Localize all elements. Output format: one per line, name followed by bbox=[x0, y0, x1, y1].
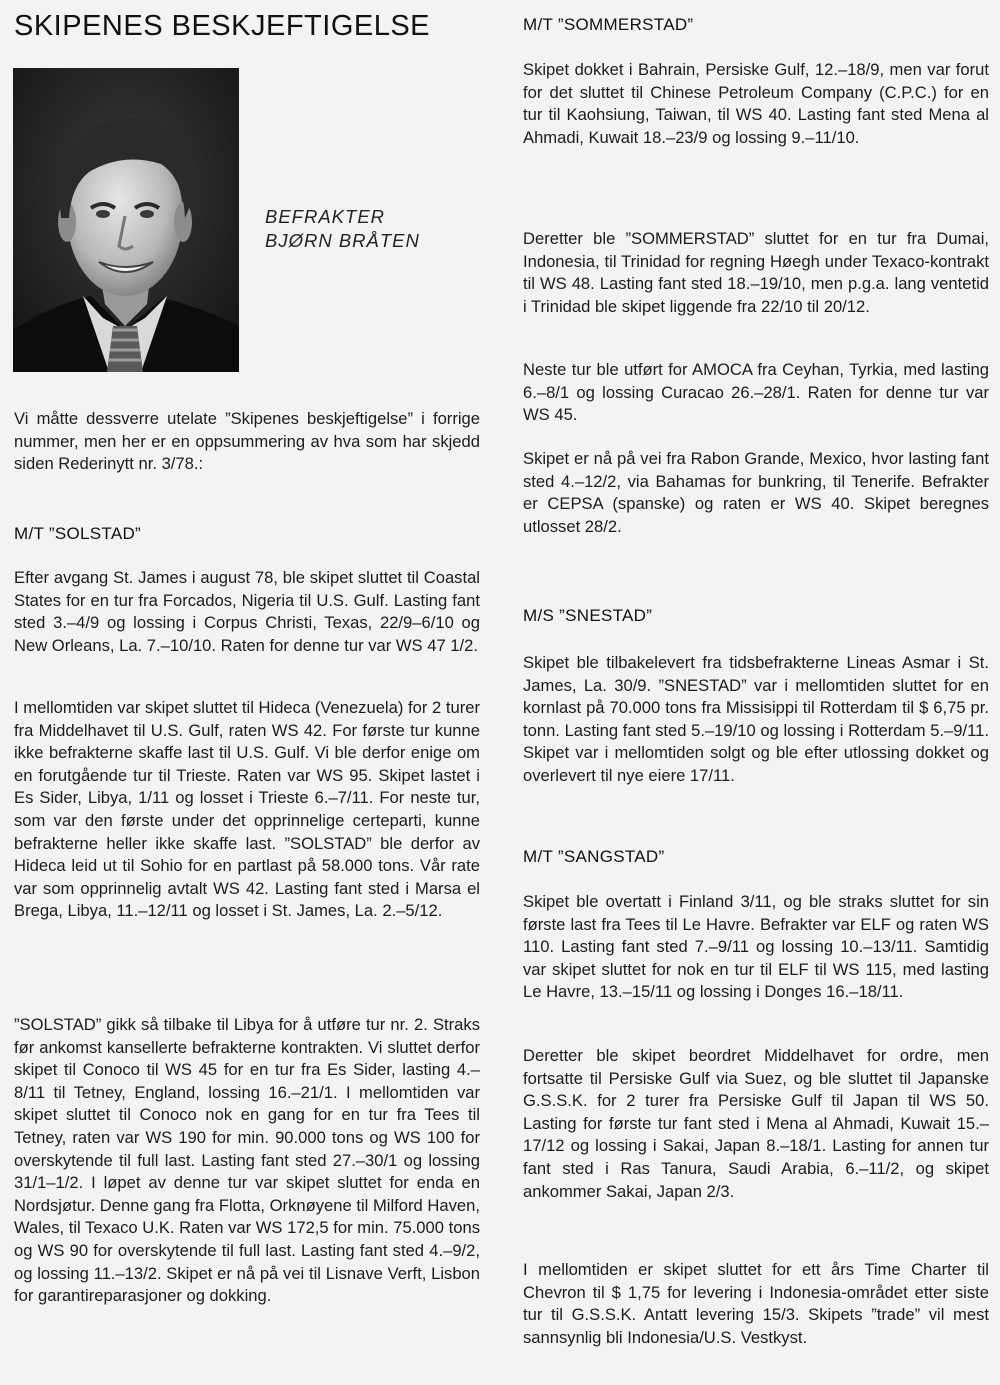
caption-role: BEFRAKTER bbox=[265, 206, 386, 227]
sommerstad-paragraph-4 bbox=[523, 448, 989, 538]
solstad-heading: M/T ”SOLSTAD” bbox=[14, 524, 142, 543]
portrait-image bbox=[13, 68, 239, 372]
snestad-heading-wrap bbox=[523, 606, 989, 626]
caption-name: BJØRN BRÅTEN bbox=[265, 230, 420, 251]
sangstad-text-2: Deretter ble skipet beordret Middelhavet for ordre, men fortsatte til Persiske Gulf via Suez, og ble sluttet til Japanske G.S.S.K. for 2 turer fra Persiske Gulf til Japan til WS 50. Lasting for første tur fant sted i Mena al Ahmadi, Kuwait 15.–17/12 og lossing i Sakai, Japan 8.–18/1. Lasting for annen tur fant sted i Ras Tanura, Saudi Arabia, 6.–11/2, og skipet ankommer Sakai, Japan 2/3. bbox=[523, 1046, 989, 1201]
sangstad-paragraph-3 bbox=[523, 1259, 989, 1349]
page-title: SKIPENES BESKJEFTIGELSE bbox=[14, 10, 431, 42]
sommerstad-heading: M/T ”SOMMERSTAD” bbox=[523, 15, 694, 34]
solstad-paragraph-2 bbox=[14, 697, 480, 923]
sangstad-paragraph-1 bbox=[523, 891, 989, 1004]
sangstad-heading-wrap bbox=[523, 847, 989, 867]
portrait-photo bbox=[13, 68, 239, 372]
snestad-paragraph-1 bbox=[523, 652, 989, 788]
solstad-text-1: Efter avgang St. James i august 78, ble skipet sluttet til Coastal States for en tur fra Forcados, Nigeria til U.S. Gulf. Lasting fant sted 3.–4/9 og lossing i Corpus Christi, Texas, 22/9–6/10 og New Orleans, La. 7.–10/10. Raten for denne tur var WS 47 1/2. bbox=[14, 568, 480, 655]
solstad-text-3: ”SOLSTAD” gikk så tilbake til Libya for å utføre tur nr. 2. Straks før ankomst kansellerte befrakterne kontrakten. Vi sluttet derfor skipet til Conoco til WS 45 for en tur fra Es Sider, lasting 4.–8/11 til Tetney, England, lossing 16.–21/1. I mellomtiden var skipet sluttet til Conoco nok en gang for en tur fra Tees til Tetney, raten var WS 190 for min. 90.000 tons og WS 100 for overskytende til full last. Lasting fant sted 27.–30/1 og lossing 31/1–1/2. I løpet av denne tur var skipet sluttet for enda en Nordsjøtur. Denne gang fra Flotta, Orknøyene til Milford Haven, Wales, til Texaco U.K. Raten var WS 172,5 for min. 75.000 tons og WS 90 for overskytende til full last. Lasting fant sted 4.–9/2, og lossing 11.–13/2. Skipet er nå på vei til Lisnave Verft, Lisbon for garantireparasjoner og dokking. bbox=[14, 1015, 480, 1306]
solstad-paragraph-1 bbox=[14, 567, 480, 657]
sangstad-paragraph-2 bbox=[523, 1045, 989, 1203]
sommerstad-paragraph-1 bbox=[523, 59, 989, 149]
snestad-heading: M/S ”SNESTAD” bbox=[523, 606, 653, 625]
sommerstad-text-1: Skipet dokket i Bahrain, Persiske Gulf, 12.–18/9, men var forut for det sluttet til Chinese Petroleum Company (C.P.C.) for en tur til Kaohsiung, Taiwan, til WS 40. Lasting fant sted Mena al Ahmadi, Kuwait 18.–23/9 og lossing 9.–11/10. bbox=[523, 60, 989, 147]
sangstad-text-3: I mellomtiden er skipet sluttet for ett års Time Charter til Chevron til $ 1,75 for levering i Indonesia-området etter siste tur til G.S.S.K. Antatt levering 15/3. Skipets ”trade” vil mest sannsynlig bli Indonesia/U.S. Vestkyst. bbox=[523, 1260, 989, 1347]
sangstad-heading: M/T ”SANGSTAD” bbox=[523, 847, 665, 866]
sangstad-text-1: Skipet ble overtatt i Finland 3/11, og ble straks sluttet for sin første last fra Tees til Le Havre. Befrakter var ELF og raten WS 110. Lasting fant sted 7.–9/11 og lossing 10.–13/11. Samtidig var skipet sluttet for nok en tur til ELF til WS 115, med lasting Le Havre, 13.–15/11 og lossing i Donges 16.–18/11. bbox=[523, 892, 989, 1002]
solstad-text-2: I mellomtiden var skipet sluttet til Hideca (Venezuela) for 2 turer fra Middelhavet til U.S. Gulf, raten WS 42. For første tur kunne ikke befrakterne skaffe last til U.S. Gulf. Vi ble derfor enige om en forutgående tur til Trieste. Raten var WS 95. Skipet lastet i Es Sider, Libya, 1/11 og losset i Trieste 6.–7/11. For neste tur, som var den første under det opprinnelige certeparti, kunne befrakterne heller ikke skaffe last. ”SOLSTAD” ble derfor av Hideca leid ut til Sohio for en partlast på 58.000 tons. Vår rate var som opprinnelig avtalt WS 42. Lasting fant sted i Marsa el Brega, Libya, 11.–12/11 og losset i St. James, La. 2.–5/12. bbox=[14, 698, 480, 921]
sommerstad-text-4: Skipet er nå på vei fra Rabon Grande, Mexico, hvor lasting fant sted 4.–12/2, via Bahamas for bunkring, til Tenerife. Befrakter er CEPSA (spanske) og raten er WS 40. Skipet beregnes utlosset 28/2. bbox=[523, 449, 989, 536]
intro-text: Vi måtte dessverre utelate ”Skipenes beskjeftigelse” i forrige nummer, men her er en oppsummering av hva som har skjedd siden Rederinytt nr. 3/78.: bbox=[14, 409, 480, 474]
solstad-heading-wrap bbox=[14, 524, 480, 544]
sommerstad-paragraph-3 bbox=[523, 359, 989, 427]
intro-paragraph bbox=[14, 408, 480, 476]
solstad-paragraph-3 bbox=[14, 1014, 480, 1308]
photo-caption bbox=[265, 205, 420, 253]
sommerstad-heading-wrap bbox=[523, 15, 989, 35]
sommerstad-text-3: Neste tur ble utført for AMOCA fra Ceyhan, Tyrkia, med lasting 6.–8/1 og lossing Curacao 26.–28/1. Raten for denne tur var WS 45. bbox=[523, 360, 989, 425]
sommerstad-paragraph-2 bbox=[523, 228, 989, 318]
sommerstad-text-2: Deretter ble ”SOMMERSTAD” sluttet for en tur fra Dumai, Indonesia, til Trinidad for regning Høegh under Texaco-kontrakt til WS 48. Lasting fant sted 18.–19/10, men p.g.a. lang ventetid i Trinidad ble skipet liggende fra 22/10 til 20/12. bbox=[523, 229, 989, 316]
snestad-text-1: Skipet ble tilbakelevert fra tidsbefrakterne Lineas Asmar i St. James, La. 30/9. ”SNESTAD” var i mellomtiden sluttet for en kornlast på 70.000 tons fra Missisippi til Rotterdam til $ 6,75 pr. tonn. Lasting fant sted 5.–19/10 og lossing i Rotterdam 5.–9/11. Skipet var i mellomtiden solgt og ble efter utlossing dokket og overlevert til nye eiere 17/11. bbox=[523, 653, 989, 785]
